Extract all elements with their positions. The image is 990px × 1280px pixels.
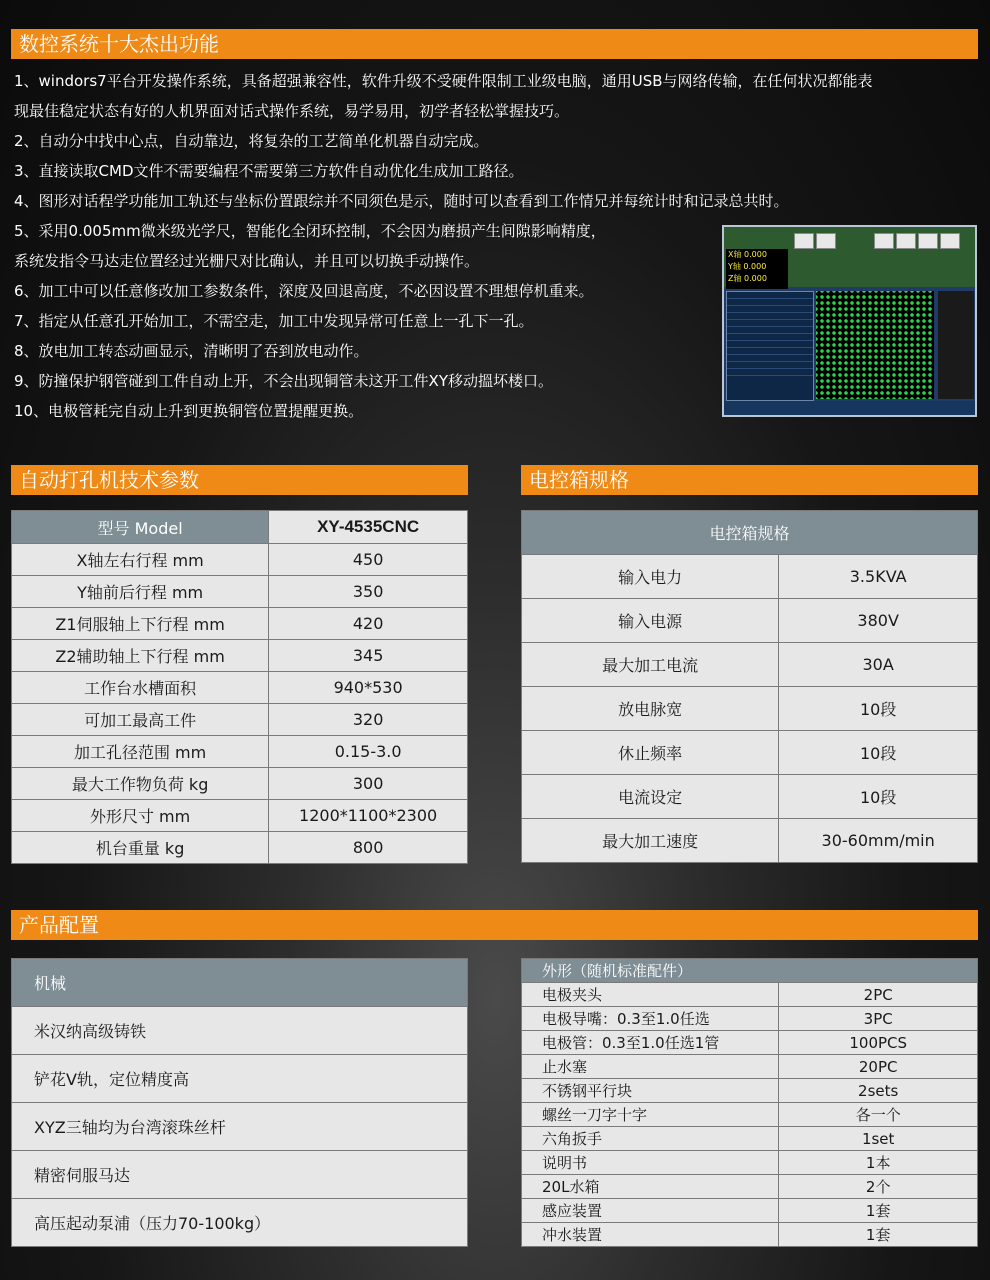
accessory-qty: 1套 xyxy=(779,1223,978,1247)
spec-name: 输入电力 xyxy=(522,555,779,599)
screenshot-taskbar xyxy=(724,401,975,415)
table-row xyxy=(522,1007,978,1031)
param-value: 300 xyxy=(269,768,468,800)
tech-params-title: 自动打孔机技术参数 xyxy=(19,468,199,492)
accessory-qty: 3PC xyxy=(779,1007,978,1031)
spec-name: 最大加工电流 xyxy=(522,643,779,687)
control-box-title: 电控箱规格 xyxy=(529,468,629,492)
features-title-bar xyxy=(11,29,978,59)
table-row xyxy=(522,731,978,775)
table-row xyxy=(12,832,468,864)
table-row xyxy=(12,672,468,704)
table-header-row xyxy=(522,959,978,983)
accessory-qty: 2个 xyxy=(779,1175,978,1199)
accessory-name: 螺丝一刀字十字 xyxy=(522,1103,779,1127)
accessory-qty: 100PCS xyxy=(779,1031,978,1055)
table-row xyxy=(522,1079,978,1103)
param-name: 机台重量 kg xyxy=(12,832,269,864)
feature-line: 5、采用0.005mm微米级光学尺，智能化全闭环控制，不会因为磨损产生间隙影响精度， xyxy=(14,222,606,240)
table-row xyxy=(12,768,468,800)
feature-line: 10、电极管耗完自动上升到更换铜管位置提醒更换。 xyxy=(14,402,364,420)
spec-name: 休止频率 xyxy=(522,731,779,775)
tech-params-title-bar xyxy=(11,465,468,495)
feature-line: 4、图形对话程学功能加工轨还与坐标份置跟综并不同须色是示，随时可以查看到工作情兄并每统计时和记录总共时。 xyxy=(14,192,789,210)
param-name: 外形尺寸 mm xyxy=(12,800,269,832)
param-value: 450 xyxy=(269,544,468,576)
spec-name: 放电脉宽 xyxy=(522,687,779,731)
spec-value: 380V xyxy=(779,599,978,643)
accessory-qty: 1本 xyxy=(779,1151,978,1175)
list-item xyxy=(12,1151,468,1199)
param-value: 940*530 xyxy=(269,672,468,704)
table-row xyxy=(12,544,468,576)
spec-value: 10段 xyxy=(779,731,978,775)
accessory-name: 冲水装置 xyxy=(522,1223,779,1247)
feature-line: 8、放电加工转态动画显示，清晰明了吞到放电动作。 xyxy=(14,342,369,360)
list-item xyxy=(12,1103,468,1151)
feature-line: 系统发指令马达走位置经过光栅尺对比确认，并且可以切换手动操作。 xyxy=(14,252,480,270)
param-value: 420 xyxy=(269,608,468,640)
accessory-name: 说明书 xyxy=(522,1151,779,1175)
screenshot-side-panel xyxy=(938,291,974,399)
accessory-name: 感应装置 xyxy=(522,1199,779,1223)
table-row xyxy=(522,775,978,819)
param-name: 最大工作物负荷 kg xyxy=(12,768,269,800)
screenshot-coord-z: Z轴 0.000 xyxy=(728,274,767,283)
param-name: Z1伺服轴上下行程 mm xyxy=(12,608,269,640)
accessory-name: 止水塞 xyxy=(522,1055,779,1079)
model-value-cell: XY-4535CNC xyxy=(269,511,468,544)
software-screenshot xyxy=(722,225,977,417)
config-item: XYZ三轴均为台湾滚珠丝杆 xyxy=(12,1103,468,1151)
accessory-qty: 各一个 xyxy=(779,1103,978,1127)
features-title: 数控系统十大杰出功能 xyxy=(19,32,219,56)
table-row xyxy=(522,643,978,687)
param-name: X轴左右行程 mm xyxy=(12,544,269,576)
table-row xyxy=(12,576,468,608)
accessory-qty: 2sets xyxy=(779,1079,978,1103)
accessory-qty: 2PC xyxy=(779,983,978,1007)
table-row xyxy=(12,608,468,640)
screenshot-coord-x: X轴 0.000 xyxy=(728,250,767,259)
control-box-title-bar xyxy=(521,465,978,495)
table-row xyxy=(522,1175,978,1199)
screenshot-coordinate-panel xyxy=(726,249,788,289)
param-name: Z2辅助轴上下行程 mm xyxy=(12,640,269,672)
table-row xyxy=(522,1223,978,1247)
table-row xyxy=(522,1151,978,1175)
table-row xyxy=(522,687,978,731)
config-item: 米汉纳高级铸铁 xyxy=(12,1007,468,1055)
config-title: 产品配置 xyxy=(19,913,99,937)
accessory-name: 电极夹头 xyxy=(522,983,779,1007)
table-row xyxy=(522,1103,978,1127)
spec-value: 30A xyxy=(779,643,978,687)
control-box-header: 电控箱规格 xyxy=(522,511,978,555)
table-row xyxy=(12,736,468,768)
list-item xyxy=(12,1055,468,1103)
control-box-table xyxy=(521,510,978,863)
table-row xyxy=(522,1127,978,1151)
table-row xyxy=(522,819,978,863)
spec-name: 输入电源 xyxy=(522,599,779,643)
config-header: 机械 xyxy=(12,959,468,1007)
accessory-qty: 20PC xyxy=(779,1055,978,1079)
list-item xyxy=(12,1007,468,1055)
accessory-name: 电极导嘴：0.3至1.0任选 xyxy=(522,1007,779,1031)
accessories-header: 外形（随机标准配件） xyxy=(522,959,978,983)
spec-value: 30-60mm/min xyxy=(779,819,978,863)
table-row xyxy=(522,983,978,1007)
feature-line: 2、自动分中找中心点，自动靠边，将复杂的工艺简单化机器自动完成。 xyxy=(14,132,489,150)
table-header-row xyxy=(12,511,468,544)
feature-line: 7、指定从任意孔开始加工，不需空走，加工中发现异常可任意上一孔下一孔。 xyxy=(14,312,534,330)
tech-params-table xyxy=(11,510,468,864)
list-item xyxy=(12,1199,468,1247)
table-row xyxy=(522,1031,978,1055)
accessory-name: 电极管：0.3至1.0任选1管 xyxy=(522,1031,779,1055)
screenshot-program-list xyxy=(726,291,814,401)
config-table xyxy=(11,958,468,1247)
table-row xyxy=(522,1199,978,1223)
param-value: 350 xyxy=(269,576,468,608)
spec-name: 电流设定 xyxy=(522,775,779,819)
screenshot-hole-grid xyxy=(816,291,934,399)
accessory-name: 不锈钢平行块 xyxy=(522,1079,779,1103)
param-value: 345 xyxy=(269,640,468,672)
spec-value: 3.5KVA xyxy=(779,555,978,599)
config-title-bar xyxy=(11,910,978,940)
feature-line: 3、直接读取CMD文件不需要编程不需要第三方软件自动优化生成加工路径。 xyxy=(14,162,524,180)
param-name: 工作台水槽面积 xyxy=(12,672,269,704)
param-name: 可加工最高工件 xyxy=(12,704,269,736)
table-row xyxy=(522,1055,978,1079)
feature-line: 现最佳稳定状态有好的人机界面对话式操作系统，易学易用，初学者轻松掌握技巧。 xyxy=(14,102,570,120)
config-item: 铲花V轨，定位精度高 xyxy=(12,1055,468,1103)
feature-line: 9、防撞保护钢管碰到工件自动上开，不会出现铜管未这开工件XY移动搵坏楼口。 xyxy=(14,372,553,390)
accessories-table xyxy=(521,958,978,1247)
table-header-row xyxy=(12,959,468,1007)
param-value: 320 xyxy=(269,704,468,736)
table-row xyxy=(522,555,978,599)
table-row xyxy=(12,704,468,736)
param-value: 0.15-3.0 xyxy=(269,736,468,768)
param-value: 800 xyxy=(269,832,468,864)
table-header-row xyxy=(522,511,978,555)
model-label-cell: 型号 Model xyxy=(12,511,269,544)
table-row xyxy=(12,800,468,832)
accessory-name: 20L水箱 xyxy=(522,1175,779,1199)
spec-value: 10段 xyxy=(779,687,978,731)
feature-line: 6、加工中可以任意修改加工参数条件，深度及回退高度，不必因设置不理想停机重来。 xyxy=(14,282,594,300)
config-item: 高压起动泵浦（压力70-100kg） xyxy=(12,1199,468,1247)
table-row xyxy=(522,599,978,643)
spec-name: 最大加工速度 xyxy=(522,819,779,863)
screenshot-coord-y: Y轴 0.000 xyxy=(728,262,767,271)
accessory-qty: 1套 xyxy=(779,1199,978,1223)
param-name: 加工孔径范围 mm xyxy=(12,736,269,768)
param-name: Y轴前后行程 mm xyxy=(12,576,269,608)
accessory-name: 六角扳手 xyxy=(522,1127,779,1151)
spec-value: 10段 xyxy=(779,775,978,819)
accessory-qty: 1set xyxy=(779,1127,978,1151)
table-row xyxy=(12,640,468,672)
feature-line: 1、windors7平台开发操作系统，具备超强兼容性，软件升级不受硬件限制工业级电脑，通用USB与网络传输，在任何状况都能表 xyxy=(14,72,873,90)
config-item: 精密伺服马达 xyxy=(12,1151,468,1199)
param-value: 1200*1100*2300 xyxy=(269,800,468,832)
